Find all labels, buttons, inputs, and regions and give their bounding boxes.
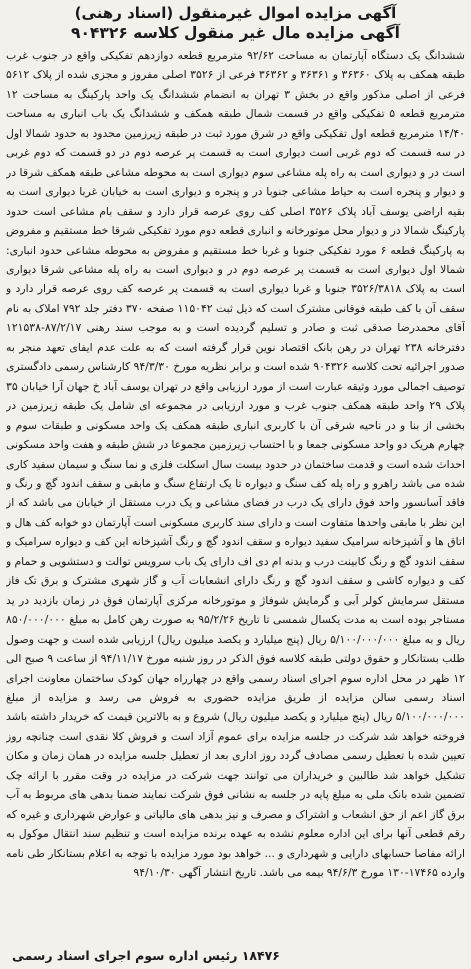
notice-subtitle: آگهی مزایده مال غیر منقول کلاسه ۹۰۴۳۲۶ [71, 24, 400, 42]
notice-title: آگهی مزایده اموال غیرمنقول (اسناد رهنی) [74, 4, 397, 22]
notice-signature: ۱۸۴۷۶ رئیس اداره سوم اجرای اسناد رسمی [12, 948, 280, 963]
notice-body: ششدانگ یک دستگاه آپارتمان به مساحت ۹۲/۶۲ مترمربع قطعه دوازدهم تفکیکی واقع در جنوب غرب طبقه همکف به پلاک ۳۶۳۶۰ و ۳۶۳۶۱ و ۳۶۳۶۲ فرعی از ۳۵۲۶ اصلی مفروز و مجزی شده از پلاک ۵۶۱۲ فرعی از اصلی مذکور واقع در بخش ۳ تهران به انضمام ششدانگ یک واحد پارکینگ به مساحت ۱۲ مترمربع قطعه ۵ تفکیکی واقع در قسمت شمال طبقه همکف و ششدانگ یک باب انباری به مساحت ۱۴/۴۰ مترمربع قطعه اول تفکیکی واقع در شرق مورد ثبت در طبقه زیرزمین محدود به حدود شمالا اول در سه قسمت که دوم غربی است دیواری است به قسمت پر عرصه دوم در دو قسمت که دوم غربی است در و دیواری است به راه پله مشاعی سوم دیواری است به محوطه مشاعی طبقه همکف شرقا در و دیوار و پنجره است به حیاط مشاعی جنوبا در و پنجره و دیواری است به خیابان غربا دیواری است به بقیه اراضی یوسف آباد پلاک ۳۵۲۶ اصلی کف روی عرصه قرار دارد و سقف بام مشاعی است حدود پارکینگ شمالا در و دیوار محل موتورخانه و انباری قطعه دوم مورد تفکیکی شرقا خط مستقیم و مفروض به پارکینگ قطعه ۶ مورد تفکیکی جنوبا و غربا خط مستقیم و مفروض به محوطه مشاعی حدود انباری: شمالا اول دیواری است به قسمت پر عرصه دوم در و دیواری است به راه پله مشاعی شرقا دیواری است به پلاک ۳۵۲۶/۳۸۱۸ جنوبا و غربا دیواری است به قسمت پر عرصه کف روی عرصه قرار دارد و سقف آن با کف طبقه فوقانی مشترک است که ذیل ثبت ۱۱۵۰۴۲ صفحه ۳۷۰ دفتر جلد ۷۹۲ املاک به نام آقای محمدرضا صدقی ثبت و صادر و تسلیم گردیده است و به موجب سند رهنی ۸۷/۲/۱۷-۱۲۱۵۳۸ دفترخانه ۲۳۸ تهران در رهن بانک اقتصاد نوین قرار گرفته است که به علت عدم ایفای تعهد منجر به صدور اجرائیه تحت کلاسه ۹۰۴۳۲۶ شده است و برابر نظریه مورخ ۹۴/۳/۳۰ کارشناس رسمی دادگستری توصیف اجمالی مورد وثیقه عبارت است از مورد ارزیابی واقع در تهران یوسف آباد خ جهان آرا خیابان ۳۵ پلاک ۲۹ واحد طبقه همکف جنوب غرب و مورد ارزیابی در مجموعه ای شامل یک طبقه زیرزمین در بخشی از بنا و در ناحیه شرقی آن با کاربری انباری طبقه همکف یک واحد مسکونی و طبقات سوم و چهارم هریک دو واحد مسکونی جمعا و با احتساب زیرزمین مجموعا در شش طبقه و هفت واحد مسکونی احداث شده است و قدمت ساختمان در حدود بیست سال اسکلت فلزی و نما سنگ و سیمان سفید کاری شده می باشد راهرو و راه پله کف سنگ و دیواره تا یک ارتفاع سنگ و مابقی و سقف اندود گچ و رنگ و فاقد آسانسور واحد فوق دارای یک درب در فضای مشاعی و یک درب مستقل از خیابان می باشد که از این نظر با مابقی واحدها متفاوت است و دارای سند کاربری مسکونی است آپارتمان دو خوابه کف هال و اتاق ها و آشپزخانه سرامیک سفید دیواره و سقف اندود گچ و رنگ آشپزخانه این کف و دیواره سرامیک و سقف اندود گچ و رنگ کابینت درب و بدنه ام دی اف دارای یک باب سرویس توالت و دستشویی و حمام و کف و دیواره کاشی و سقف اندود گچ و رنگ دارای انشعابات آب و گاز شهری مشترک و برق تک فاز مستقل سرمایش کولر آبی و گرمایش شوفاژ و موتورخانه مرکزی آپارتمان فوق در زمان بازدید در ید مستاجر بوده است به مدت یکسال شمسی تا تاریخ ۹۵/۲/۲۶ به صورت رهن کامل به مبلغ ۸۵۰/۰۰۰/۰۰۰ ریال و به مبلغ ۵/۱۰۰/۰۰۰/۰۰۰ ریال (پنج میلیارد و یکصد میلیون ریال) ارزیابی شده است و جهت وصول طلب بستانکار و حقوق دولتی طبقه کلاسه فوق الذکر در روز شنبه مورخ ۹۴/۱۱/۱۷ از ساعت ۹ صبح الی ۱۲ ظهر در محل اداره سوم اجرای اسناد رسمی واقع در چهارراه جهان کودک ساختمان معاونت اجرای اسناد رسمی سالن مزایده از طریق مزایده حضوری به فروش می رسد و مزایده از مبلغ ۵/۱۰۰/۰۰۰/۰۰۰ ریال (پنج میلیارد و یکصد میلیون ریال) شروع و به بالاترین قیمت که خریدار داشته باشد فروخته خواهد شد شرکت در جلسه مزایده برای عموم آزاد است و فروش کلا نقدی است چنانچه روز تعیین شده با تعطیل رسمی مصادف گردد روز اداری بعد از تعطیل جلسه مزایده در همان زمان و مکان تشکیل خواهد شد طالبین و خریداران می توانند جهت شرکت در مزایده در وقت مقرر با ارائه چک تضمین شده بانک ملی به مبلغ پایه در جلسه به نشانی فوق شرکت نمایند ضمنا بدهی های مربوط به آب برق گاز اعم از حق انشعاب و اشتراک و مصرف و نیز بدهی های مالیاتی و عوارض شهرداری و غیره که رقم قطعی آنها برای این اداره معلوم نشده به عهده برنده مزایده است و تنظیم سند انتقال موکول به ارائه مفاصا حسابهای دارایی و شهرداری و ... خواهد بود مورد مزایده با توجه به اعلام بستانکار طی نامه وارده ۱۷۴۶۵-۱۳۰ مورخ ۹۴/۶/۳ بیمه می باشد. تاریخ انتشار آگهی ۹۴/۱۰/۳۰ [6, 49, 465, 880]
